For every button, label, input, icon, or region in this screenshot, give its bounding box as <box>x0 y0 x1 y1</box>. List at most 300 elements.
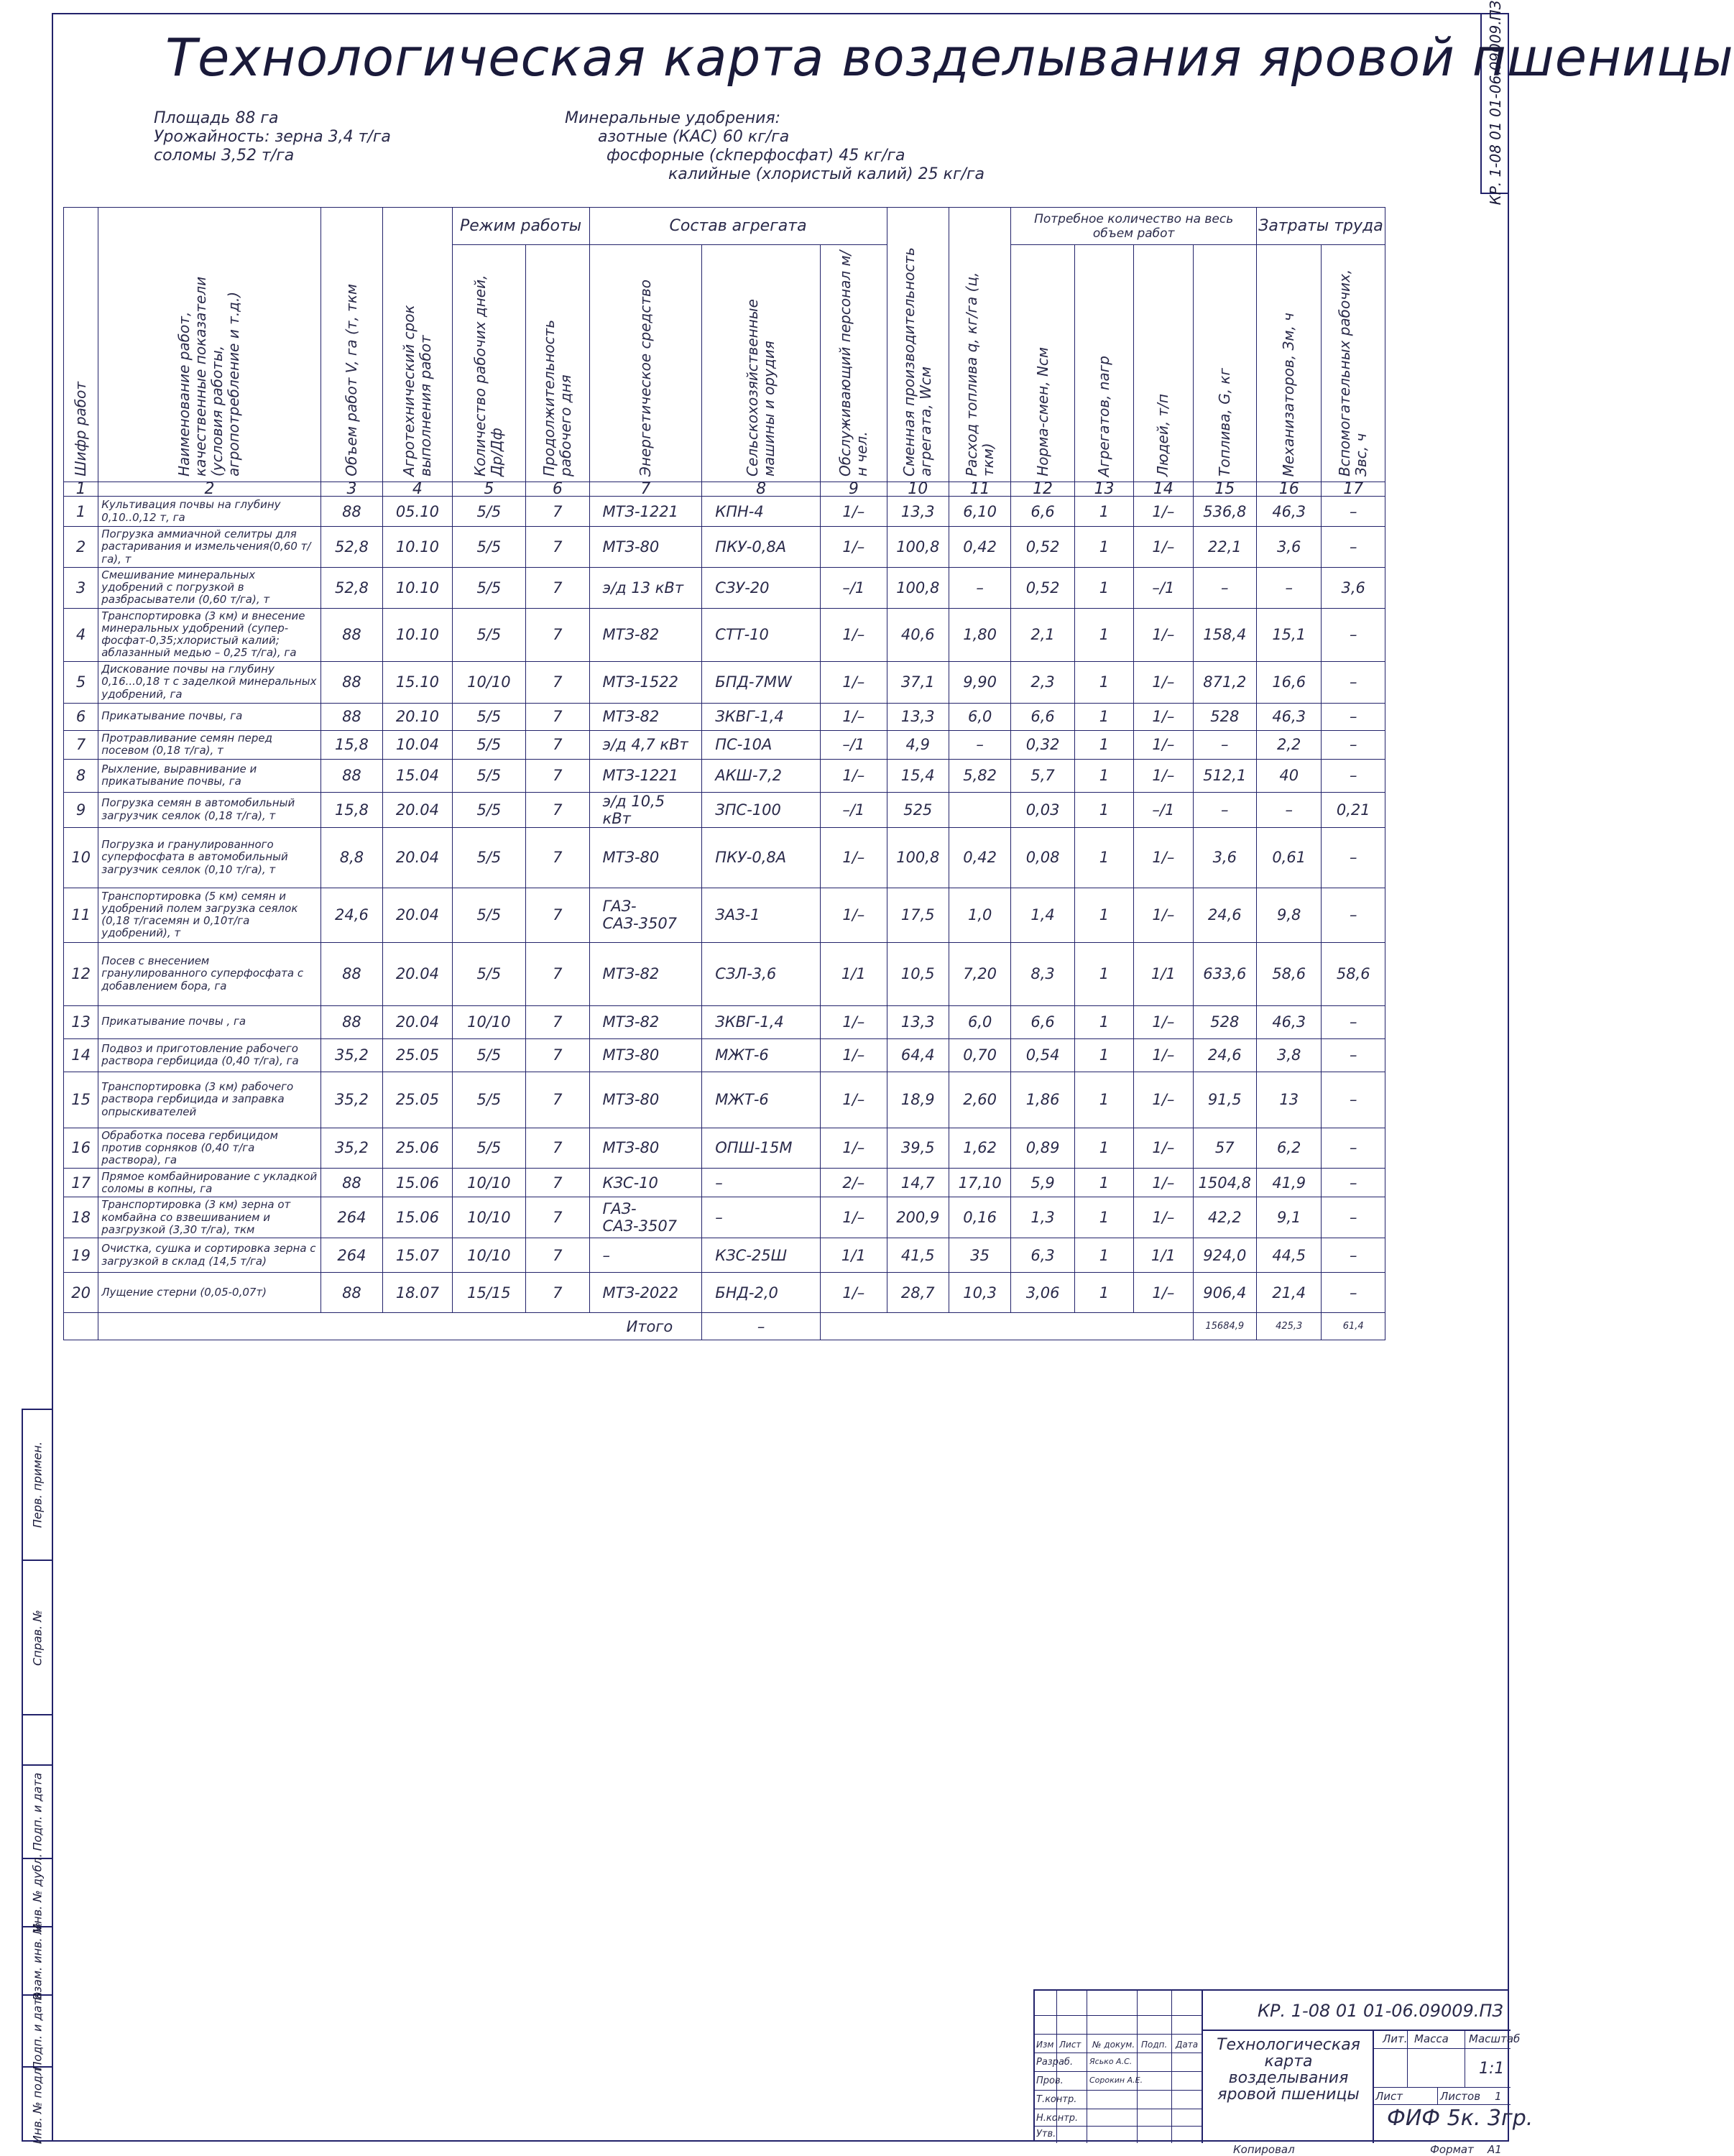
table-row <box>64 527 1385 568</box>
tb-masshtab: Масштаб <box>1469 2032 1521 2045</box>
cell-ppl: 1/– <box>1134 888 1193 942</box>
cell-ns: 6,6 <box>1011 703 1074 730</box>
cell-mach: ОПШ-15М <box>702 1128 821 1169</box>
cell-v: 88 <box>320 497 382 527</box>
cell-pers: 1/– <box>821 827 887 888</box>
cell-en: МТЗ-82 <box>589 608 702 661</box>
cell-w: 10,5 <box>887 942 949 1005</box>
cell-pers: –/1 <box>821 567 887 608</box>
cell-mach: ЗПС-100 <box>702 792 821 827</box>
col-num: 7 <box>589 482 702 497</box>
cell-n: 2 <box>64 527 98 568</box>
cell-n: 7 <box>64 730 98 759</box>
col-num: 1 <box>64 482 98 497</box>
vzam-inv-label: Взам. инв. № <box>30 1922 45 2000</box>
header-duration: Продолжительность рабочего дня <box>526 245 589 482</box>
cell-aux: – <box>1322 1072 1385 1128</box>
cell-mech: 41,9 <box>1256 1169 1321 1197</box>
cell-agr: 1 <box>1074 792 1133 827</box>
cell-q: 6,0 <box>949 1005 1010 1038</box>
cell-mech: 3,6 <box>1256 527 1321 568</box>
cell-w: 13,3 <box>887 703 949 730</box>
cell-v: 88 <box>320 942 382 1005</box>
cell-dur: 7 <box>526 567 589 608</box>
tb-list-label: Лист <box>1375 2090 1403 2103</box>
cell-term: 25.06 <box>383 1128 452 1169</box>
cell-w: 40,6 <box>887 608 949 661</box>
cell-days: 5/5 <box>452 1072 525 1128</box>
cell-name: Прикатывание почвы, га <box>98 703 321 730</box>
cell-v: 24,6 <box>320 888 382 942</box>
cell-mach: СЗЛ-3,6 <box>702 942 821 1005</box>
cell-aux: – <box>1322 497 1385 527</box>
cell-agr: 1 <box>1074 1128 1133 1169</box>
cell-fuel: 924,0 <box>1193 1238 1256 1273</box>
header-energy: Энергетическое средство <box>589 245 702 482</box>
cell-term: 15.07 <box>383 1238 452 1273</box>
col-num: 9 <box>821 482 887 497</box>
cell-mech: 9,1 <box>1256 1197 1321 1238</box>
total-empty-cell <box>64 1313 98 1340</box>
cell-v: 88 <box>320 608 382 661</box>
cell-mech: 21,4 <box>1256 1273 1321 1313</box>
cell-ns: 0,08 <box>1011 827 1074 888</box>
cell-q: 35 <box>949 1238 1010 1273</box>
cell-dur: 7 <box>526 1072 589 1128</box>
cell-mach: МЖТ-6 <box>702 1038 821 1072</box>
cell-ns: 0,54 <box>1011 1038 1074 1072</box>
cell-term: 10.10 <box>383 567 452 608</box>
cell-agr: 1 <box>1074 827 1133 888</box>
group-unit: Состав агрегата <box>589 208 887 245</box>
cell-ppl: 1/– <box>1134 730 1193 759</box>
tb-listov: 1 <box>1495 2090 1502 2103</box>
cell-en: МТЗ-82 <box>589 942 702 1005</box>
cell-ppl: 1/– <box>1134 1072 1193 1128</box>
cell-fuel: 528 <box>1193 1005 1256 1038</box>
cell-aux: – <box>1322 608 1385 661</box>
format-value: А1 <box>1488 2143 1502 2156</box>
cell-term: 15.06 <box>383 1197 452 1238</box>
tb-role-razrab: Разраб. <box>1036 2057 1074 2068</box>
cell-agr: 1 <box>1074 1273 1133 1313</box>
cell-q: 6,0 <box>949 703 1010 730</box>
cell-agr: 1 <box>1074 1238 1133 1273</box>
cell-mach: МЖТ-6 <box>702 1072 821 1128</box>
tb-massa: Масса <box>1414 2032 1449 2045</box>
cell-q: 0,70 <box>949 1038 1010 1072</box>
cell-days: 10/10 <box>452 1169 525 1197</box>
cell-aux: – <box>1322 759 1385 792</box>
cell-mach: – <box>702 1197 821 1238</box>
perv-primen-label: Перв. примен. <box>30 1441 45 1529</box>
cell-ns: 3,06 <box>1011 1273 1074 1313</box>
cell-pers: 1/– <box>821 759 887 792</box>
cell-term: 10.10 <box>383 608 452 661</box>
cell-v: 88 <box>320 1273 382 1313</box>
param-fert-k: калийные (хлористый калий) 25 кг/га <box>668 165 984 183</box>
header-people: Людей, т/п <box>1134 245 1193 482</box>
cell-ppl: –/1 <box>1134 792 1193 827</box>
cell-name: Прямое комбайнирование с укладкой соломы в копны, га <box>98 1169 321 1197</box>
cell-q: 1,80 <box>949 608 1010 661</box>
total-aux: 61,4 <box>1322 1313 1385 1340</box>
cell-dur: 7 <box>526 703 589 730</box>
cell-aux: – <box>1322 730 1385 759</box>
cell-ppl: 1/– <box>1134 1197 1193 1238</box>
cell-aux: – <box>1322 527 1385 568</box>
tb-col-date: Дата <box>1176 2040 1199 2050</box>
cell-aux: 58,6 <box>1322 942 1385 1005</box>
cell-w: 18,9 <box>887 1072 949 1128</box>
cell-aux: – <box>1322 888 1385 942</box>
cell-ppl: 1/– <box>1134 703 1193 730</box>
header-aggregates: Агрегатов, nагр <box>1074 245 1133 482</box>
table-row <box>64 1038 1385 1072</box>
cell-term: 10.04 <box>383 730 452 759</box>
cell-mach: ПКУ-0,8А <box>702 827 821 888</box>
cell-name: Культивация почвы на глубину 0,10..0,12 т, га <box>98 497 321 527</box>
cell-fuel: 3,6 <box>1193 827 1256 888</box>
group-mode: Режим работы <box>452 208 589 245</box>
header-name: Наименование работ, качественные показатели (условия работы, агропотребление и т.д.) <box>98 208 321 482</box>
cell-w: 13,3 <box>887 497 949 527</box>
cell-ns: 1,3 <box>1011 1197 1074 1238</box>
cell-ppl: 1/– <box>1134 497 1193 527</box>
cell-q: 6,10 <box>949 497 1010 527</box>
cell-w: 39,5 <box>887 1128 949 1169</box>
cell-dur: 7 <box>526 888 589 942</box>
cell-days: 5/5 <box>452 730 525 759</box>
cell-term: 25.05 <box>383 1072 452 1128</box>
cell-days: 5/5 <box>452 888 525 942</box>
col-num: 10 <box>887 482 949 497</box>
cell-mech: 6,2 <box>1256 1128 1321 1169</box>
cell-pers: 1/– <box>821 608 887 661</box>
header-fuel-rate: Расход топлива q, кг/га (ц, ткм) <box>949 208 1010 482</box>
col-num: 6 <box>526 482 589 497</box>
cell-dur: 7 <box>526 497 589 527</box>
cell-n: 14 <box>64 1038 98 1072</box>
page-title: Технологическая карта возделывания яровой пшеницы <box>165 27 1734 88</box>
param-yield-straw: соломы 3,52 т/га <box>154 147 295 165</box>
total-mech: 425,3 <box>1256 1313 1321 1340</box>
cell-name: Смешивание минеральных удобрений с погрузкой в разбрасыватели (0,60 т/га), т <box>98 567 321 608</box>
cell-name: Очистка, сушка и сортировка зерна с загрузкой в склад (14,5 т/га) <box>98 1238 321 1273</box>
cell-aux: – <box>1322 661 1385 703</box>
cell-term: 20.04 <box>383 827 452 888</box>
cell-v: 88 <box>320 759 382 792</box>
cell-ppl: 1/– <box>1134 1128 1193 1169</box>
kopir-label: Копировал <box>1233 2143 1295 2156</box>
cell-q: 10,3 <box>949 1273 1010 1313</box>
cell-days: 10/10 <box>452 661 525 703</box>
cell-pers: 1/– <box>821 703 887 730</box>
cell-en: э/д 13 кВт <box>589 567 702 608</box>
cell-mech: 46,3 <box>1256 1005 1321 1038</box>
cell-ppl: 1/1 <box>1134 1238 1193 1273</box>
cell-en: МТЗ-80 <box>589 827 702 888</box>
tb-col-podp: Подп. <box>1141 2040 1168 2050</box>
cell-term: 20.04 <box>383 1005 452 1038</box>
cell-pers: –/1 <box>821 730 887 759</box>
inv-dubl-label: Инв. № дубл. <box>30 1853 45 1932</box>
cell-q: – <box>949 730 1010 759</box>
cell-w: 14,7 <box>887 1169 949 1197</box>
header-productivity: Сменная производительность агрегата, Wсм <box>887 208 949 482</box>
cell-en: МТЗ-80 <box>589 527 702 568</box>
cell-aux: – <box>1322 1197 1385 1238</box>
cell-fuel: 633,6 <box>1193 942 1256 1005</box>
cell-pers: 1/– <box>821 527 887 568</box>
cell-mech: 15,1 <box>1256 608 1321 661</box>
cell-v: 264 <box>320 1197 382 1238</box>
cell-mach: БНД-2,0 <box>702 1273 821 1313</box>
cell-agr: 1 <box>1074 497 1133 527</box>
cell-dur: 7 <box>526 1238 589 1273</box>
table-row <box>64 1238 1385 1273</box>
cell-n: 12 <box>64 942 98 1005</box>
inv-podl-label: Инв. № подл. <box>30 2064 45 2144</box>
cell-fuel: 42,2 <box>1193 1197 1256 1238</box>
cell-ns: 0,03 <box>1011 792 1074 827</box>
tb-code: КР. 1-08 01 01-06.09009.ПЗ <box>1258 2001 1503 2021</box>
cell-w: 17,5 <box>887 888 949 942</box>
cell-days: 5/5 <box>452 827 525 888</box>
tb-name-razrab: Ясько А.С. <box>1089 2057 1133 2066</box>
cell-fuel: 536,8 <box>1193 497 1256 527</box>
tb-name-prov: Сорокин А.Е. <box>1089 2076 1143 2085</box>
cell-name: Транспортировка (3 км) зерна от комбайна со взвешиванием и разгрузкой (3,30 т/га), ткм <box>98 1197 321 1238</box>
cell-dur: 7 <box>526 527 589 568</box>
cell-w: 200,9 <box>887 1197 949 1238</box>
cell-days: 5/5 <box>452 1128 525 1169</box>
header-personnel: Обслуживающий персонал м/н чел. <box>821 245 887 482</box>
param-fert-p: фосфорные (ckперфосфат) 45 кг/га <box>607 147 905 165</box>
cell-mach: ЗКВГ-1,4 <box>702 1005 821 1038</box>
table-row <box>64 759 1385 792</box>
cell-w: 64,4 <box>887 1038 949 1072</box>
table-row <box>64 827 1385 888</box>
cell-name: Прикатывание почвы , га <box>98 1005 321 1038</box>
cell-q: 17,10 <box>949 1169 1010 1197</box>
cell-pers: –/1 <box>821 792 887 827</box>
cell-n: 4 <box>64 608 98 661</box>
table-row <box>64 608 1385 661</box>
cell-n: 16 <box>64 1128 98 1169</box>
cell-en: МТЗ-82 <box>589 703 702 730</box>
tech-map-table <box>63 207 1385 1340</box>
cell-mach: КЗС-25Ш <box>702 1238 821 1273</box>
stamp-code: КР. 1-08 01 01-06.09009.ПЗ <box>1487 0 1504 206</box>
tb-col-doc: № докум. <box>1092 2040 1135 2050</box>
cell-n: 6 <box>64 703 98 730</box>
cell-agr: 1 <box>1074 703 1133 730</box>
cell-v: 52,8 <box>320 567 382 608</box>
cell-q: 2,60 <box>949 1072 1010 1128</box>
cell-fuel: 158,4 <box>1193 608 1256 661</box>
cell-dur: 7 <box>526 608 589 661</box>
table-row <box>64 1072 1385 1128</box>
podp-data-label-1: Подп. и дата <box>30 1772 45 1851</box>
col-num: 17 <box>1322 482 1385 497</box>
cell-en: ГАЗ-САЗ-3507 <box>589 888 702 942</box>
cell-n: 8 <box>64 759 98 792</box>
cell-mech: 3,8 <box>1256 1038 1321 1072</box>
cell-aux: – <box>1322 1238 1385 1273</box>
table-row <box>64 1005 1385 1038</box>
cell-term: 15.04 <box>383 759 452 792</box>
cell-agr: 1 <box>1074 759 1133 792</box>
cell-q: 9,90 <box>949 661 1010 703</box>
total-mach: – <box>702 1313 821 1340</box>
cell-w: 15,4 <box>887 759 949 792</box>
table-row <box>64 888 1385 942</box>
cell-ns: 1,4 <box>1011 888 1074 942</box>
cell-dur: 7 <box>526 661 589 703</box>
cell-term: 15.10 <box>383 661 452 703</box>
cell-dur: 7 <box>526 759 589 792</box>
cell-aux: – <box>1322 1128 1385 1169</box>
table-row <box>64 942 1385 1005</box>
cell-dur: 7 <box>526 1273 589 1313</box>
cell-v: 15,8 <box>320 792 382 827</box>
cell-name: Погрузка семян в автомобильный загрузчик сеялок (0,18 т/га), т <box>98 792 321 827</box>
cell-term: 20.04 <box>383 792 452 827</box>
header-volume: Объем работ V, га (т, ткм <box>320 208 382 482</box>
cell-fuel: – <box>1193 730 1256 759</box>
cell-w: 28,7 <box>887 1273 949 1313</box>
cell-n: 9 <box>64 792 98 827</box>
col-num: 15 <box>1193 482 1256 497</box>
cell-ns: 0,89 <box>1011 1128 1074 1169</box>
cell-en: МТЗ-1221 <box>589 497 702 527</box>
cell-v: 88 <box>320 703 382 730</box>
tb-scale: 1:1 <box>1479 2060 1505 2078</box>
cell-ppl: –/1 <box>1134 567 1193 608</box>
cell-w: 13,3 <box>887 1005 949 1038</box>
col-num: 16 <box>1256 482 1321 497</box>
header-mech: Механизаторов, Зм, ч <box>1256 245 1321 482</box>
cell-pers: 1/– <box>821 497 887 527</box>
cell-days: 10/10 <box>452 1238 525 1273</box>
cell-mach: СТТ-10 <box>702 608 821 661</box>
tb-role-utv: Утв. <box>1036 2129 1056 2139</box>
cell-days: 5/5 <box>452 1038 525 1072</box>
cell-agr: 1 <box>1074 1072 1133 1128</box>
header-machines: Сельскохозяйственные машины и орудия <box>702 245 821 482</box>
cell-agr: 1 <box>1074 942 1133 1005</box>
cell-fuel: 871,2 <box>1193 661 1256 703</box>
cell-term: 20.04 <box>383 942 452 1005</box>
cell-agr: 1 <box>1074 1169 1133 1197</box>
cell-v: 88 <box>320 1005 382 1038</box>
cell-en: – <box>589 1238 702 1273</box>
cell-dur: 7 <box>526 1197 589 1238</box>
cell-days: 5/5 <box>452 497 525 527</box>
cell-mech: 46,3 <box>1256 703 1321 730</box>
cell-w: 100,8 <box>887 527 949 568</box>
cell-ppl: 1/– <box>1134 1273 1193 1313</box>
cell-dur: 7 <box>526 942 589 1005</box>
cell-term: 20.10 <box>383 703 452 730</box>
cell-dur: 7 <box>526 730 589 759</box>
cell-fuel: – <box>1193 792 1256 827</box>
cell-v: 35,2 <box>320 1128 382 1169</box>
tb-col-izm: Изм <box>1036 2040 1054 2050</box>
cell-ns: 8,3 <box>1011 942 1074 1005</box>
cell-term: 18.07 <box>383 1273 452 1313</box>
cell-w: 100,8 <box>887 567 949 608</box>
cell-pers: 2/– <box>821 1169 887 1197</box>
cell-w: 37,1 <box>887 661 949 703</box>
cell-q: 0,42 <box>949 527 1010 568</box>
col-num: 2 <box>98 482 321 497</box>
cell-mech: 46,3 <box>1256 497 1321 527</box>
cell-dur: 7 <box>526 1169 589 1197</box>
cell-aux: – <box>1322 1005 1385 1038</box>
cell-fuel: 91,5 <box>1193 1072 1256 1128</box>
cell-v: 264 <box>320 1238 382 1273</box>
cell-w: 41,5 <box>887 1238 949 1273</box>
table-row <box>64 703 1385 730</box>
cell-q: 1,0 <box>949 888 1010 942</box>
cell-name: Протравливание семян перед посевом (0,18 т/га), т <box>98 730 321 759</box>
cell-en: МТЗ-1522 <box>589 661 702 703</box>
cell-name: Погрузка и гранулированного суперфосфата в автомобильный загрузчик сеялок (0,10 т/га), т <box>98 827 321 888</box>
cell-ns: 0,52 <box>1011 527 1074 568</box>
cell-w: 4,9 <box>887 730 949 759</box>
cell-en: МТЗ-80 <box>589 1128 702 1169</box>
cell-days: 5/5 <box>452 942 525 1005</box>
cell-ppl: 1/1 <box>1134 942 1193 1005</box>
cell-term: 15.06 <box>383 1169 452 1197</box>
cell-pers: 1/– <box>821 1273 887 1313</box>
cell-v: 88 <box>320 661 382 703</box>
cell-mach: БПД-7МW <box>702 661 821 703</box>
format-label: Формат <box>1430 2143 1474 2156</box>
cell-mech: 58,6 <box>1256 942 1321 1005</box>
cell-mach: ПКУ-0,8А <box>702 527 821 568</box>
cell-dur: 7 <box>526 1038 589 1072</box>
cell-mach: КПН-4 <box>702 497 821 527</box>
cell-term: 05.10 <box>383 497 452 527</box>
cell-ns: 2,3 <box>1011 661 1074 703</box>
cell-w: 525 <box>887 792 949 827</box>
cell-aux: 0,21 <box>1322 792 1385 827</box>
cell-fuel: – <box>1193 567 1256 608</box>
cell-days: 5/5 <box>452 527 525 568</box>
cell-dur: 7 <box>526 1128 589 1169</box>
param-fert-title: Минеральные удобрения: <box>565 109 781 127</box>
cell-en: КЗС-10 <box>589 1169 702 1197</box>
table-row <box>64 497 1385 527</box>
cell-name: Обработка посева гербицидом против сорняков (0,40 т/га раствора), га <box>98 1128 321 1169</box>
cell-aux: – <box>1322 1273 1385 1313</box>
cell-en: МТЗ-82 <box>589 1005 702 1038</box>
cell-dur: 7 <box>526 827 589 888</box>
cell-ns: 0,32 <box>1011 730 1074 759</box>
cell-agr: 1 <box>1074 661 1133 703</box>
cell-mach: АКШ-7,2 <box>702 759 821 792</box>
cell-mach: СЗУ-20 <box>702 567 821 608</box>
cell-term: 10.10 <box>383 527 452 568</box>
cell-n: 5 <box>64 661 98 703</box>
cell-agr: 1 <box>1074 608 1133 661</box>
tb-org: ФИФ 5к. 3гр. <box>1387 2106 1534 2131</box>
cell-n: 1 <box>64 497 98 527</box>
cell-mech: 2,2 <box>1256 730 1321 759</box>
